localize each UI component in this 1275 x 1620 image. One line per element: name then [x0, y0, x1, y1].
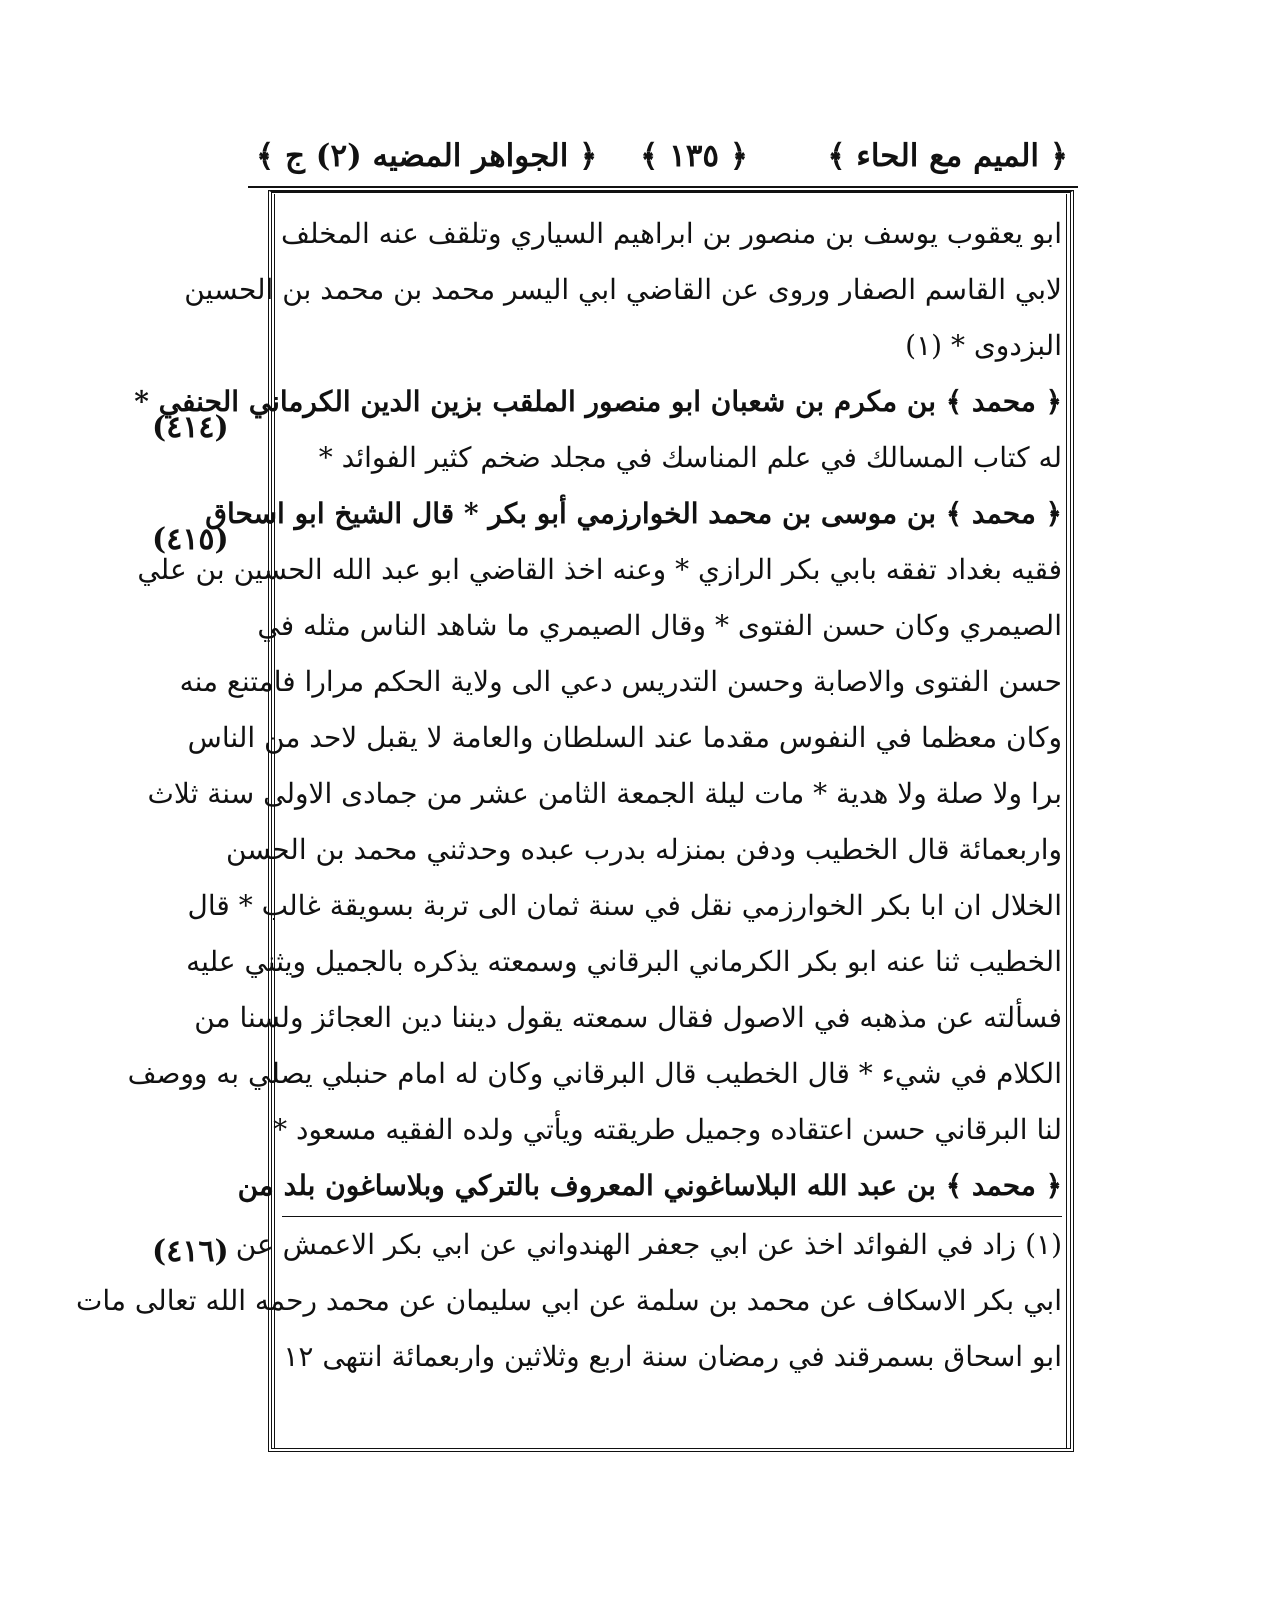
page-number: ﴿ ١٣٥ ﴾ — [640, 138, 748, 174]
text-line: حسن الفتوى والاصابة وحسن التدريس دعي الى ولاية الحكم مرارا فامتنع منه — [179, 665, 1062, 698]
footnote-line: ابي بكر الاسكاف عن محمد بن سلمة عن ابي سليمان عن محمد رحمه الله تعالى مات — [76, 1284, 1062, 1317]
frame-inner-rule-right — [1066, 194, 1068, 1448]
entry-heading-line: ﴿ محمد ﴾ بن موسى بن محمد الخوارزمي أبو بكر * قال الشيخ ابو اسحاق — [205, 497, 1062, 530]
page-header — [248, 128, 1078, 190]
header-book-title: ﴿ الجواهر المضيه (٢) ج ﴾ — [256, 138, 598, 174]
entry-number-415: (٤١٥) — [152, 522, 229, 557]
text-line: وكان معظما في النفوس مقدما عند السلطان والعامة لا يقبل لاحد من الناس — [187, 721, 1062, 754]
header-section-title: ﴿ الميم مع الحاء ﴾ — [827, 138, 1068, 174]
footnote-line: (١) زاد في الفوائد اخذ عن ابي جعفر الهندواني عن ابي بكر الاعمش عن — [235, 1228, 1062, 1261]
text-line: لنا البرقاني حسن اعتقاده وجميل طريقته ويأتي ولده الفقيه مسعود * — [273, 1113, 1062, 1146]
header-rule — [248, 186, 1078, 188]
entry-heading-line: ﴿ محمد ﴾ بن عبد الله البلاساغوني المعروف بالتركي وبلاساغون بلد من — [237, 1169, 1062, 1202]
text-line: الخلال ان ابا بكر الخوارزمي نقل في سنة ثمان الى تربة بسويقة غالب * قال — [187, 889, 1062, 922]
text-line: برا ولا صلة ولا هدية * مات ليلة الجمعة الثامن عشر من جمادى الاولى سنة ثلاث — [147, 777, 1062, 810]
text-line: فقيه بغداد تفقه بابي بكر الرازي * وعنه اخذ القاضي ابو عبد الله الحسين بن علي — [137, 553, 1062, 586]
text-line: له كتاب المسالك في علم المناسك في مجلد ضخم كثير الفوائد * — [318, 441, 1062, 474]
text-line: الخطيب ثنا عنه ابو بكر الكرماني البرقاني وسمعته يذكره بالجميل ويثني عليه — [186, 945, 1062, 978]
text-line: واربعمائة قال الخطيب ودفن بمنزله بدرب عبده وحدثني محمد بن الحسن — [225, 833, 1062, 866]
text-line: لابي القاسم الصفار وروى عن القاضي ابي اليسر محمد بن محمد بن الحسين — [184, 273, 1062, 306]
text-line: البزدوى * (١) — [905, 329, 1062, 362]
footnote-line: ابو اسحاق بسمرقند في رمضان سنة اربع وثلاثين واربعمائة انتهى ١٢ — [283, 1340, 1062, 1373]
text-line: ابو يعقوب يوسف بن منصور بن ابراهيم السياري وتلقف عنه المخلف — [280, 217, 1062, 250]
text-line: الصيمري وكان حسن الفتوى * وقال الصيمري ما شاهد الناس مثله في — [257, 609, 1062, 642]
entry-number-416: (٤١٦) — [152, 1234, 229, 1269]
text-line: فسألته عن مذهبه في الاصول فقال سمعته يقول ديننا دين العجائز ولسنا من — [194, 1001, 1062, 1034]
entry-number-414: (٤١٤) — [152, 410, 229, 445]
entry-heading-line: ﴿ محمد ﴾ بن مكرم بن شعبان ابو منصور الملقب بزين الدين الكرماني الحنفي * — [134, 385, 1062, 418]
text-line: الكلام في شيء * قال الخطيب قال البرقاني وكان له امام حنبلي يصلي به ووصف — [127, 1057, 1062, 1090]
